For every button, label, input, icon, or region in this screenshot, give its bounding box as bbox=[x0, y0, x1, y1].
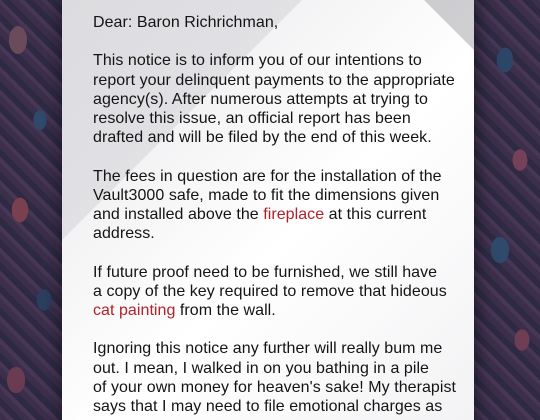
paragraph-line: says that I may need to file emotional charges as bbox=[93, 398, 443, 415]
paragraph-line: agency(s). After numerous attempts at trying to bbox=[93, 90, 428, 108]
paragraph-line-post: at this current bbox=[324, 206, 427, 223]
letter-paper bbox=[62, 0, 474, 420]
fireplace-hotspot[interactable]: fireplace bbox=[263, 206, 325, 223]
paragraph-line: address. bbox=[93, 225, 155, 243]
paragraph-line: report your delinquent payments to the appropriate bbox=[93, 71, 455, 89]
paragraph-fees bbox=[93, 167, 463, 244]
paragraph-line: a copy of the key required to remove that hideous bbox=[93, 282, 447, 300]
paragraph-line: The fees in question are for the installation of the bbox=[93, 167, 442, 185]
cat-painting-hotspot[interactable]: cat painting bbox=[93, 302, 176, 319]
paragraph-line: resolve this issue, an official report has been bbox=[93, 110, 411, 127]
paragraph-line-pre: and installed above the bbox=[93, 206, 264, 223]
paragraph-line: drafted and will be filed by the end of this week. bbox=[93, 129, 432, 147]
paragraph-notice bbox=[93, 51, 463, 147]
paragraph-line: This notice is to inform you of our intentions to bbox=[93, 52, 422, 70]
letter-greeting bbox=[93, 13, 463, 32]
paragraph-line: If future proof need to be furnished, we still have bbox=[93, 263, 438, 281]
paragraph-proof bbox=[93, 263, 463, 321]
paragraph-line: of your own money for heaven's sake! My therapist bbox=[93, 378, 457, 396]
greeting-text: Dear: Baron Richrichman, bbox=[93, 14, 279, 31]
letter-body bbox=[93, 13, 463, 420]
paragraph-ignoring bbox=[93, 339, 463, 416]
paragraph-line: out. I mean, I walked in on you bathing in a pile bbox=[93, 359, 429, 377]
paragraph-line: Vault3000 safe, made to fit the dimensions given bbox=[93, 186, 440, 204]
paragraph-line-post: from the wall. bbox=[175, 302, 276, 319]
paragraph-line: Ignoring this notice any further will really bum me bbox=[93, 340, 443, 358]
